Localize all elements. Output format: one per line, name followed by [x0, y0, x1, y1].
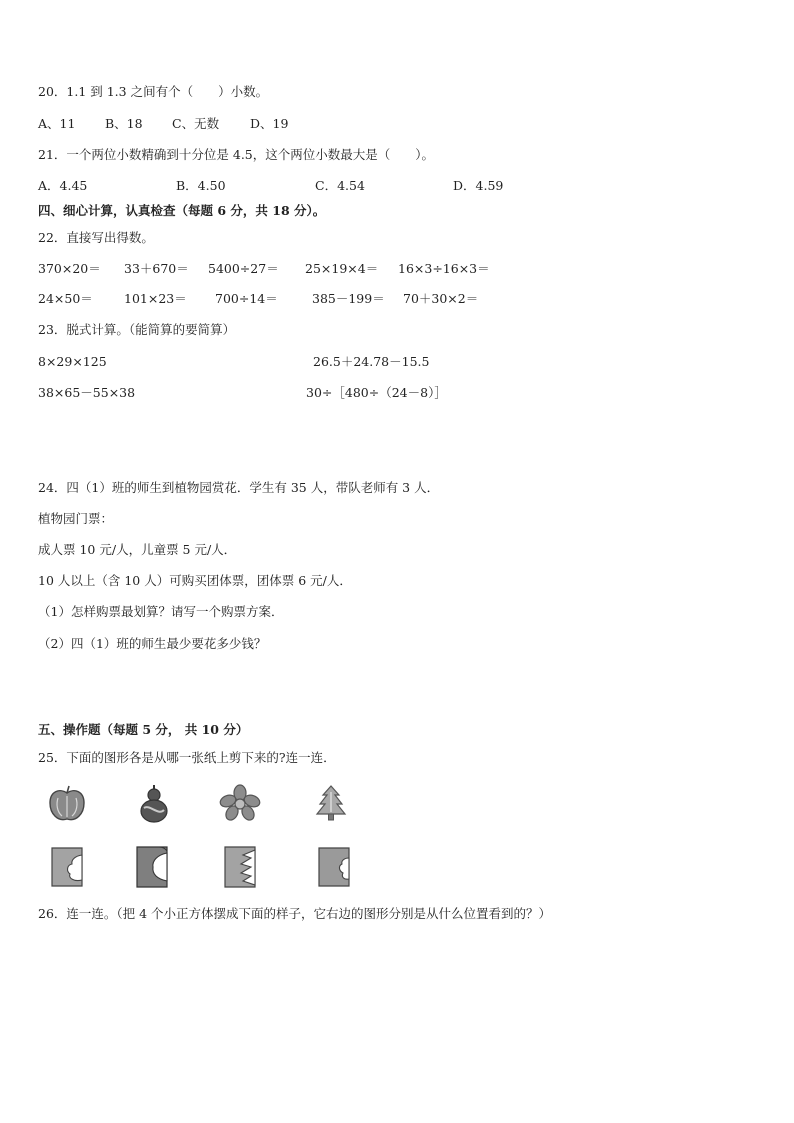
q22-r1-c3: 5400÷27＝ — [208, 261, 279, 276]
q21-option-b: B．4.50 — [176, 178, 226, 193]
q24-line-5: （1）怎样购票最划算？请写一个购票方案． — [38, 604, 284, 619]
paper-notch-3-icon — [223, 845, 257, 889]
q20-option-c: C、无数 — [172, 116, 220, 131]
q23-stem: 23．脱式计算。（能简算的要简算） — [38, 322, 236, 337]
q23-item-4: 30÷［480÷（24－8）］ — [306, 385, 447, 400]
q22-r2-c5: 70＋30×2＝ — [403, 291, 479, 306]
q22-r2-c1: 24×50＝ — [38, 291, 93, 306]
section5-title: 五、操作题（每题 5 分， 共 10 分） — [38, 722, 249, 737]
q24-line-3: 成人票 10 元/人，儿童票 5 元/人． — [38, 542, 237, 557]
paper-notch-1-icon — [50, 846, 84, 888]
q20-stem: 20．1.1 到 1.3 之间有个（ ）小数。 — [38, 84, 269, 99]
q24-line-6: （2）四（1）班的师生最少要花多少钱？ — [38, 636, 267, 651]
section4-title: 四、细心计算，认真检查（每题 6 分，共 18 分）。 — [38, 203, 326, 218]
q22-r1-c2: 33＋670＝ — [124, 261, 189, 276]
q21-stem: 21．一个两位小数精确到十分位是 4.5，这个两位小数最大是（ ）。 — [38, 147, 435, 162]
gourd-icon — [136, 782, 172, 824]
q20-option-d: D、19 — [250, 116, 289, 131]
q22-stem: 22．直接写出得数。 — [38, 230, 154, 245]
q23-item-1: 8×29×125 — [38, 354, 107, 369]
q22-r1-c4: 25×19×4＝ — [305, 261, 379, 276]
q24-line-2: 植物园门票： — [38, 511, 114, 526]
q26-stem: 26．连一连。（把 4 个小正方体摆成下面的样子，它右边的图形分别是从什么位置看到的？） — [38, 906, 552, 921]
tree-icon — [315, 784, 347, 822]
q22-r1-c5: 16×3÷16×3＝ — [398, 261, 490, 276]
q21-option-d: D．4.59 — [453, 178, 504, 193]
q23-item-2: 26.5＋24.78－15.5 — [313, 354, 430, 369]
q22-r1-c1: 370×20＝ — [38, 261, 101, 276]
q22-r2-c2: 101×23＝ — [124, 291, 187, 306]
q21-option-a: A．4.45 — [38, 178, 88, 193]
q24-line-1: 24．四（1）班的师生到植物园赏花．学生有 35 人，带队老师有 3 人． — [38, 480, 440, 495]
paper-notch-2-icon — [135, 845, 169, 889]
apple-icon — [46, 784, 88, 824]
q23-item-3: 38×65－55×38 — [38, 385, 136, 400]
q21-option-c: C．4.54 — [315, 178, 365, 193]
flower-icon — [218, 784, 262, 822]
q22-r2-c3: 700÷14＝ — [215, 291, 278, 306]
q20-option-b: B、18 — [105, 116, 143, 131]
q22-r2-c4: 385－199＝ — [312, 291, 385, 306]
q20-option-a: A、11 — [38, 116, 76, 131]
q24-line-4: 10 人以上（含 10 人）可购买团体票，团体票 6 元/人． — [38, 573, 352, 588]
q25-stem: 25．下面的图形各是从哪一张纸上剪下来的?连一连． — [38, 750, 336, 765]
paper-notch-4-icon — [317, 846, 351, 888]
